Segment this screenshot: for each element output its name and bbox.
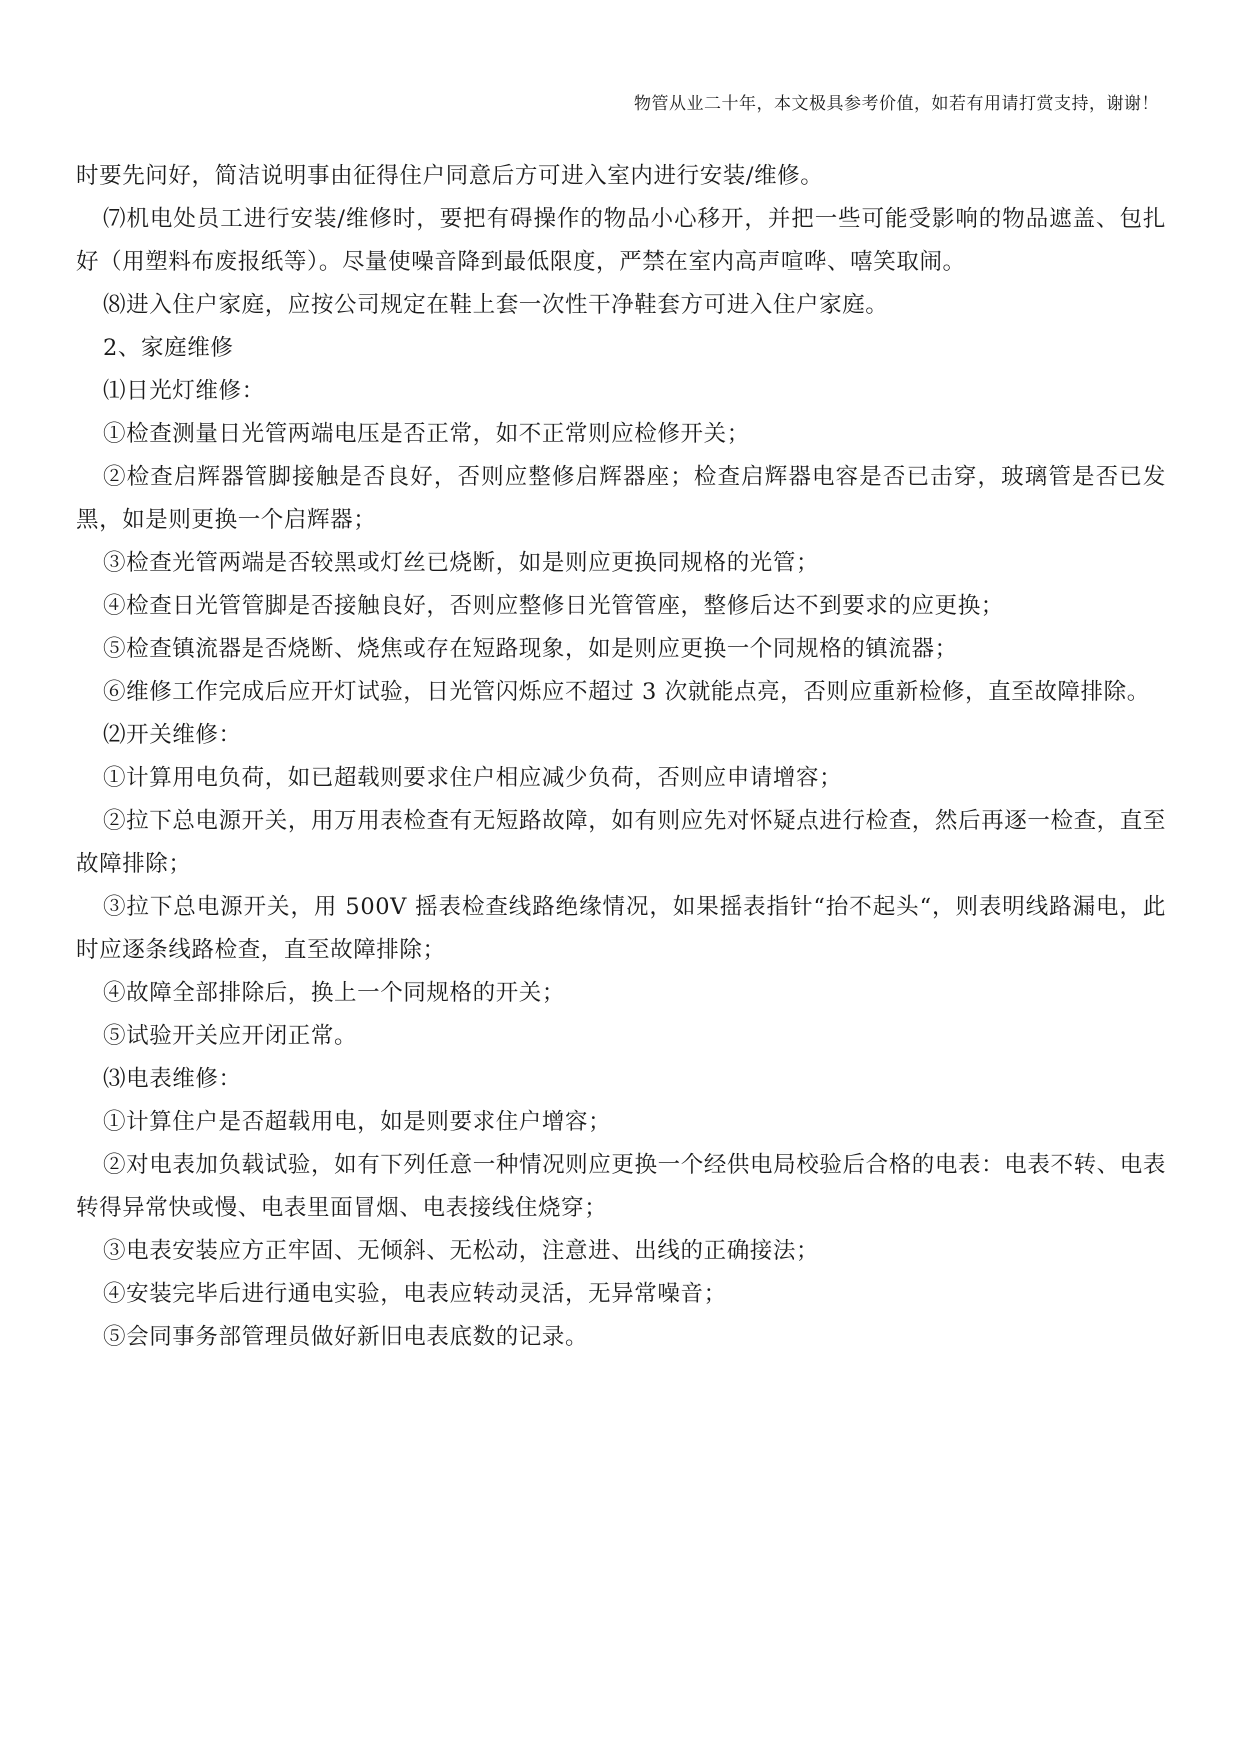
list-item: ⑤试验开关应开闭正常。 xyxy=(103,1023,358,1049)
subsection-heading: ⑶电表维修： xyxy=(103,1066,242,1092)
document-body xyxy=(76,155,1166,1359)
paragraph: 时要先问好，简洁说明事由征得住户同意后方可进入室内进行安装/维修。 xyxy=(76,163,824,189)
list-item: ④安装完毕后进行通电实验，电表应转动灵活，无异常噪音； xyxy=(103,1281,727,1307)
header-note: 物管从业二十年，本文极具参考价值，如若有用请打赏支持，谢谢！ xyxy=(634,94,1159,114)
list-item: ③拉下总电源开关，用 500V 摇表检查线路绝缘情况，如果摇表指针“抬不起头“，则表明线路漏电，此时应逐条线路检查，直至故障排除； xyxy=(76,894,1166,963)
list-item: ③电表安装应方正牢固、无倾斜、无松动，注意进、出线的正确接法； xyxy=(103,1238,820,1264)
paragraph: ⑻进入住户家庭，应按公司规定在鞋上套一次性干净鞋套方可进入住户家庭。 xyxy=(103,292,889,318)
list-item: ⑤检查镇流器是否烧断、烧焦或存在短路现象，如是则应更换一个同规格的镇流器； xyxy=(103,636,958,662)
list-item: ①计算住户是否超载用电，如是则要求住户增容； xyxy=(103,1109,612,1135)
list-item: ②拉下总电源开关，用万用表检查有无短路故障，如有则应先对怀疑点进行检查，然后再逐一检查，直至故障排除； xyxy=(76,808,1166,877)
list-item: ②对电表加负载试验，如有下列任意一种情况则应更换一个经供电局校验后合格的电表：电表不转、电表转得异常快或慢、电表里面冒烟、电表接线住烧穿； xyxy=(76,1152,1166,1221)
paragraph: ⑺机电处员工进行安装/维修时，要把有碍操作的物品小心移开，并把一些可能受影响的物品遮盖、包扎好（用塑料布废报纸等）。尽量使噪音降到最低限度，严禁在室内高声喧哗、嘻笑取闹。 xyxy=(76,206,1166,275)
subsection-heading: ⑵开关维修： xyxy=(103,722,242,748)
list-item: ②检查启辉器管脚接触是否良好，否则应整修启辉器座；检查启辉器电容是否已击穿，玻璃管是否已发黑，如是则更换一个启辉器； xyxy=(76,464,1166,533)
list-item: ①计算用电负荷，如已超载则要求住户相应减少负荷，否则应申请增容； xyxy=(103,765,843,791)
list-item: ⑤会同事务部管理员做好新旧电表底数的记录。 xyxy=(103,1324,589,1350)
list-item: ⑥维修工作完成后应开灯试验，日光管闪烁应不超过 3 次就能点亮，否则应重新检修，直至故障排除。 xyxy=(103,679,1150,705)
section-heading: 2、家庭维修 xyxy=(103,335,234,361)
subsection-heading: ⑴日光灯维修： xyxy=(103,378,265,404)
list-item: ①检查测量日光管两端电压是否正常，如不正常则应检修开关； xyxy=(103,421,750,447)
list-item: ③检查光管两端是否较黑或灯丝已烧断，如是则应更换同规格的光管； xyxy=(103,550,820,576)
list-item: ④检查日光管管脚是否接触良好，否则应整修日光管管座，整修后达不到要求的应更换； xyxy=(103,593,1004,619)
list-item: ④故障全部排除后，换上一个同规格的开关； xyxy=(103,980,566,1006)
